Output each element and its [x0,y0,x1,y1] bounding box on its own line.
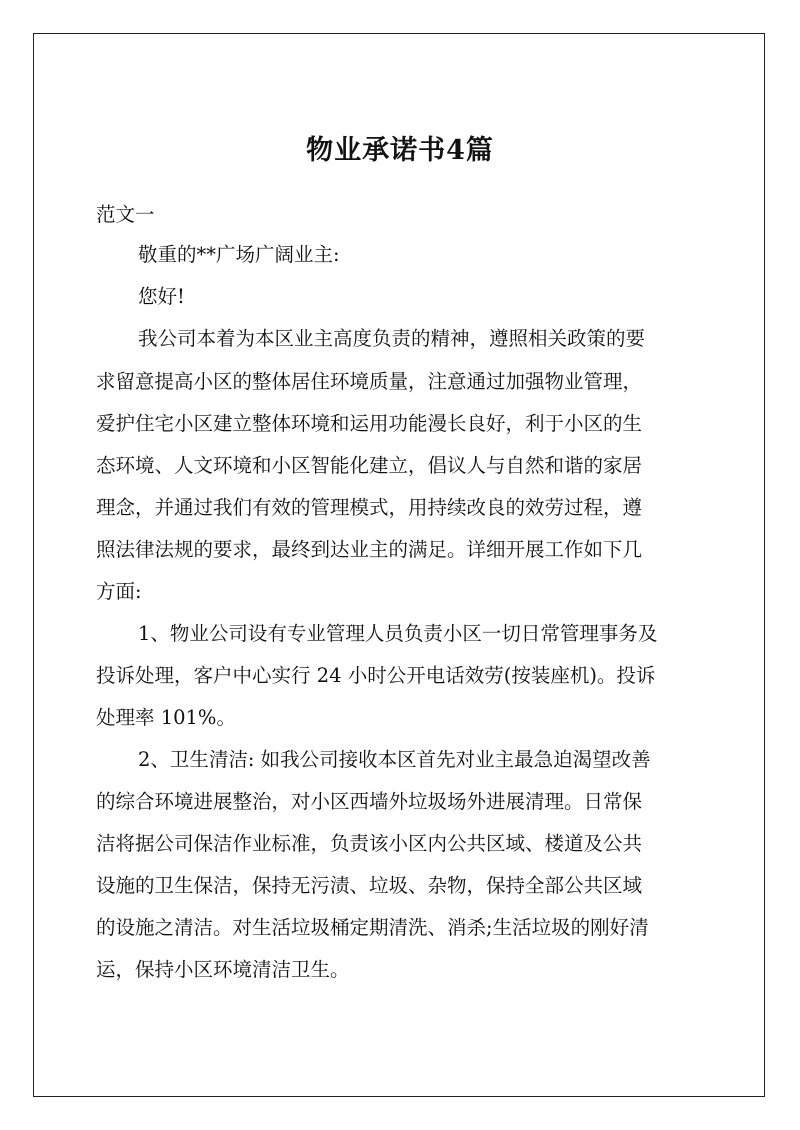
paragraph1-line: 态环境、人文环境和小区智能化建立，倡议人与自然和谐的家居 [96,454,643,477]
paragraph1-line: 求留意提高小区的整体居住环境质量，注意通过加强物业管理， [96,370,643,393]
paragraph1-line: 爱护住宅小区建立整体环境和运用功能漫长良好，利于小区的生 [96,412,643,435]
paragraph2-line: 投诉处理，客户中心实行 24 小时公开电话效劳(按装座机)。投诉 [96,664,656,687]
paragraph3-line: 设施的卫生保洁，保持无污渍、垃圾、杂物，保持全部公共区域 [96,874,643,897]
paragraph1-line: 我公司本着为本区业主高度负责的精神，遵照相关政策的要 [138,327,646,350]
paragraph3-line: 运，保持小区环境清洁卫生。 [96,958,350,981]
paragraph2-line: 处理率 101%。 [96,706,236,729]
paragraph1-line: 方面: [96,580,142,603]
section-heading: 范文一 [96,203,155,226]
greeting: 您好! [138,285,185,308]
paragraph3-line: 2、卫生清洁: 如我公司接收本区首先对业主最急迫渴望改善 [138,748,651,771]
paragraph3-line: 洁将据公司保洁作业标准，负责该小区内公共区域、楼道及公共 [96,832,643,855]
paragraph3-line: 的设施之清洁。对生活垃圾桶定期清洗、消杀;生活垃圾的刚好清 [96,916,649,939]
paragraph1-line: 照法律法规的要求，最终到达业主的满足。详细开展工作如下几 [96,538,643,561]
paragraph2-line: 1、物业公司设有专业管理人员负责小区一切日常管理事务及 [138,622,658,645]
paragraph1-line: 理念，并通过我们有效的管理模式，用持续改良的效劳过程，遵 [96,496,643,519]
paragraph3-line: 的综合环境进展整治，对小区西墙外垃圾场外进展清理。日常保 [96,790,643,813]
document-title: 物业承诺书4篇 [306,135,494,166]
salutation: 敬重的**广场广阔业主: [138,243,340,266]
